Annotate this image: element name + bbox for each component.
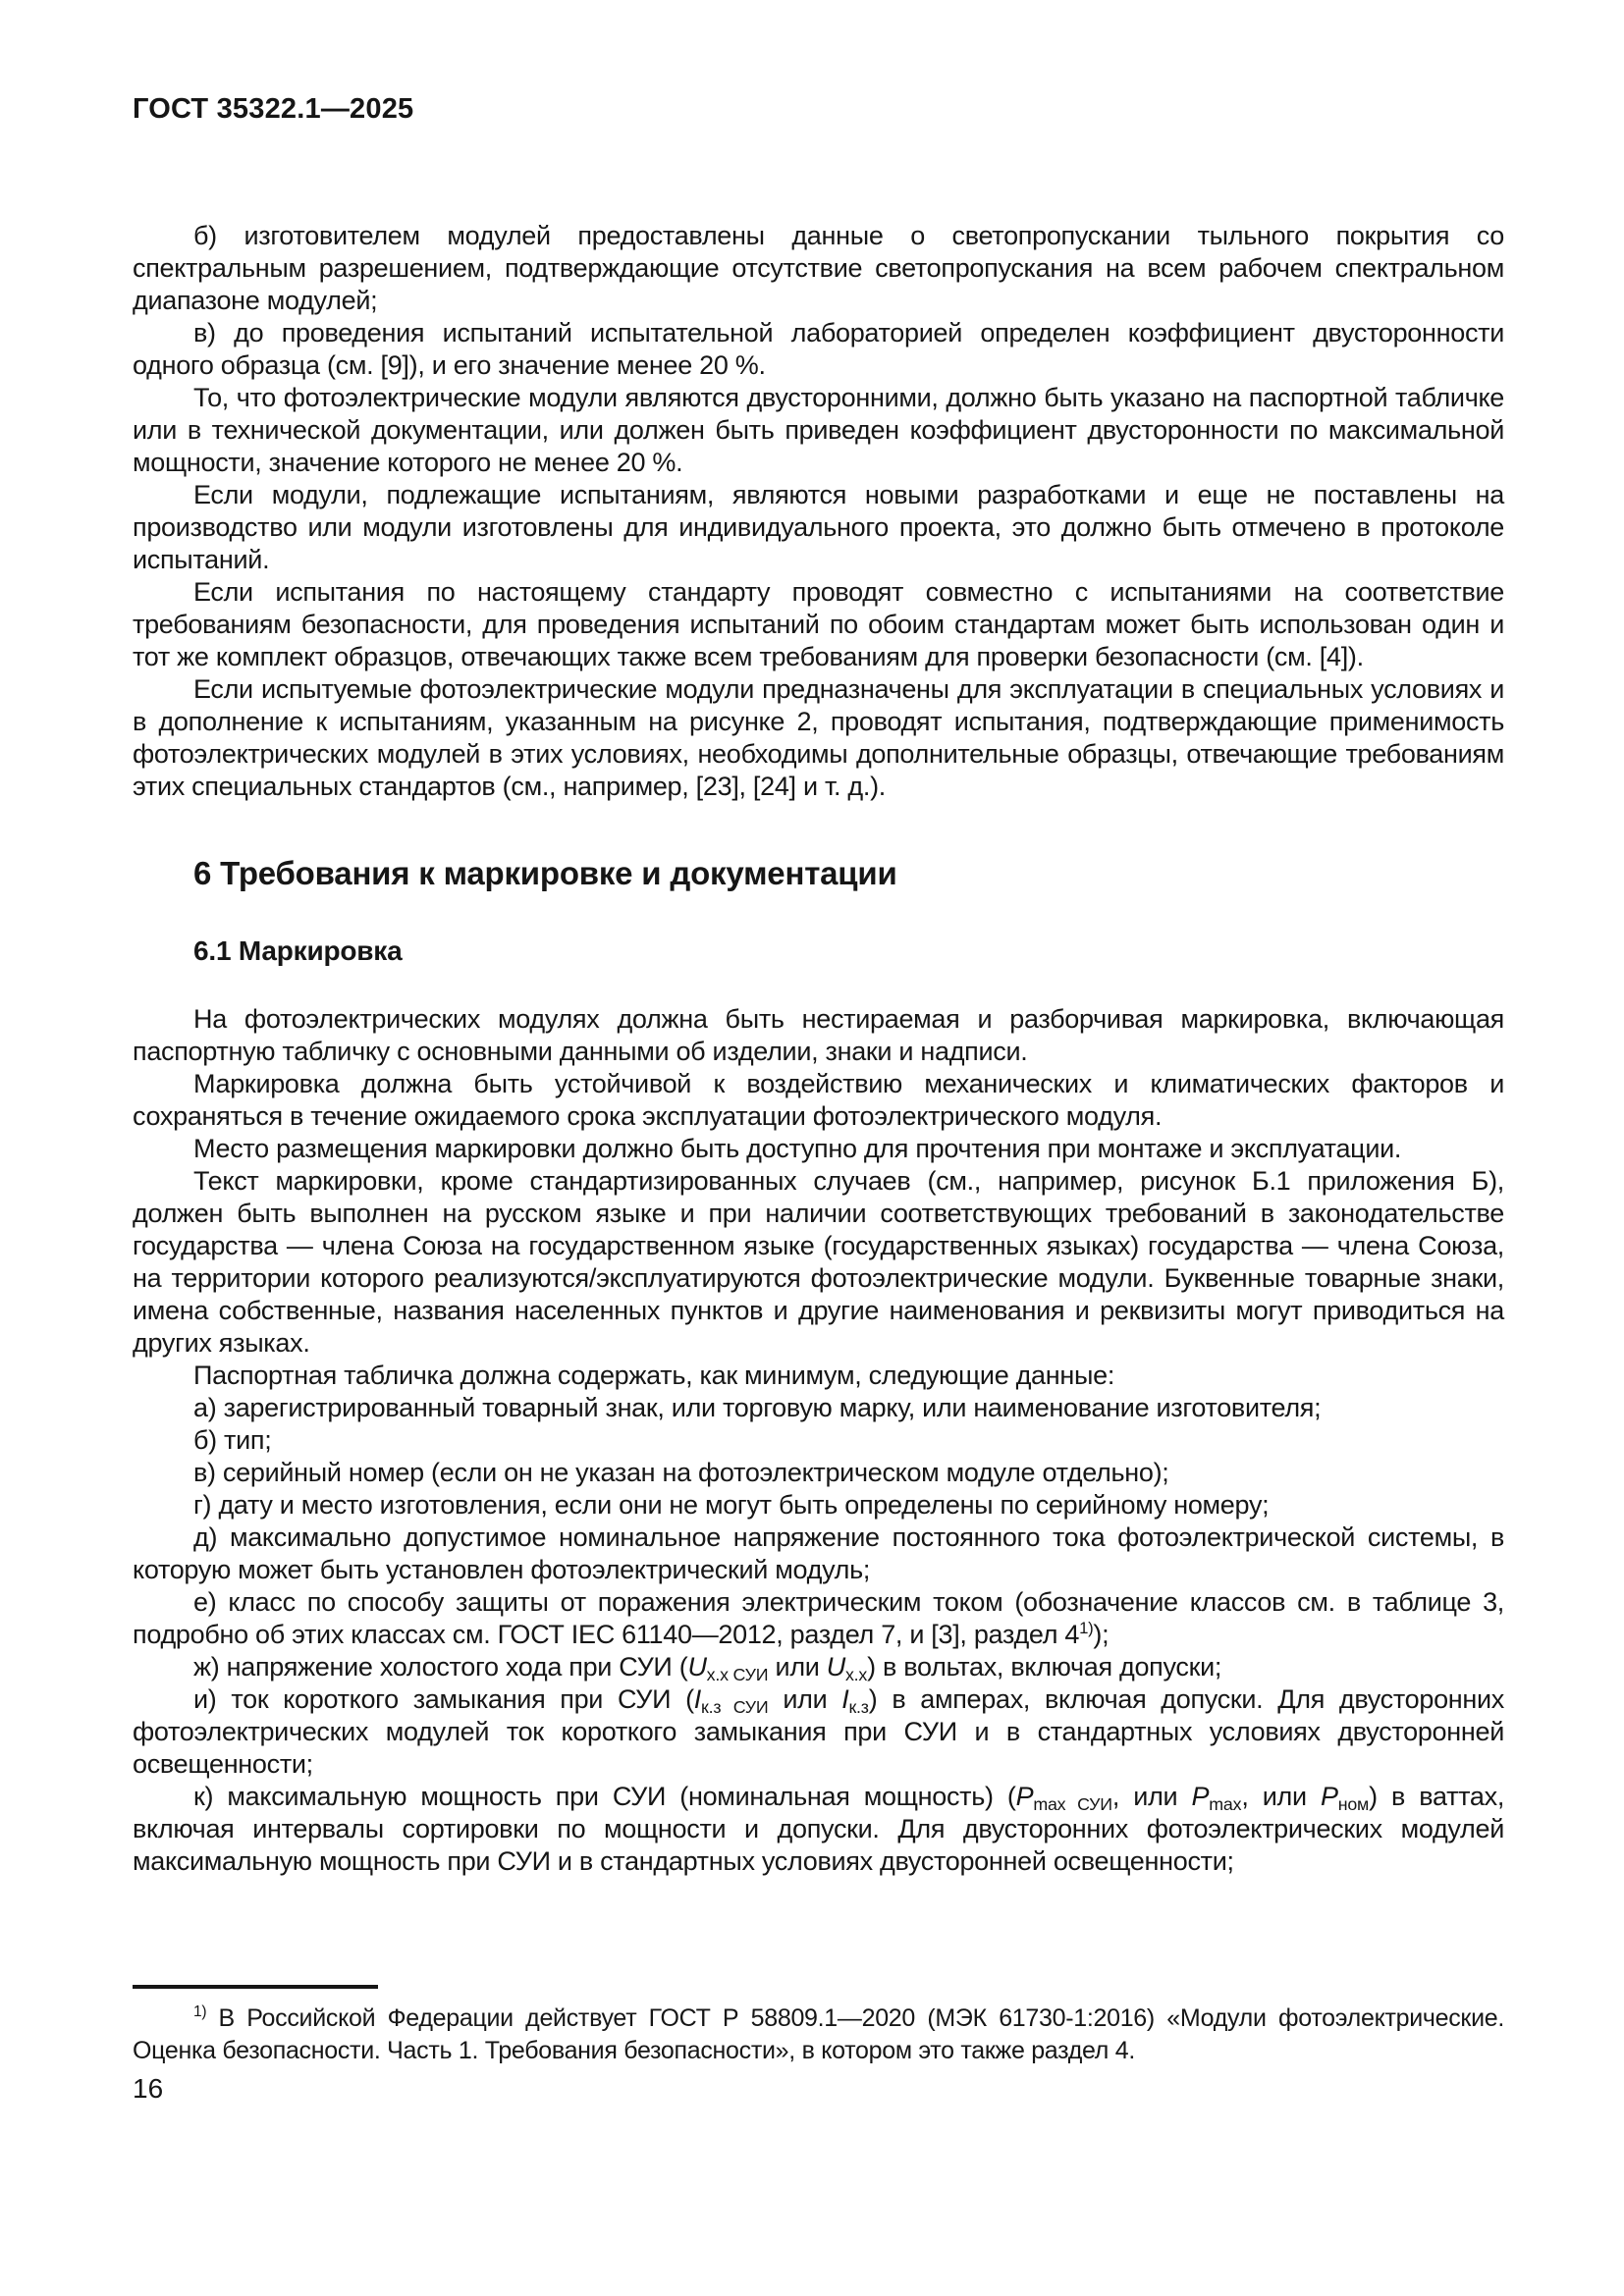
- formula-subscript: max: [1209, 1794, 1242, 1814]
- footnote-reference: 1): [193, 2003, 207, 2020]
- list-item-i: и) ток короткого замыкания при СУИ ($I_{к.з СУИ}$ или $I_{к.з}$) в амперах, включая допуски. Для двусторонних фотоэлектрических модулей ток короткого замыкания при СУИ и в стандартных условиях двусторонней освещенности;: [133, 1684, 1504, 1779]
- footnote-block: [133, 1985, 1504, 2067]
- paragraph-marking-language: Текст маркировки, кроме стандартизированных случаев (см., например, рисунок Б.1 приложения Б), должен быть выполнен на русском языке и при наличии соответствующих требований в законодательстве государства — члена Союза на государственном языке (государственных языках) государства — члена Союза, на территории которого реализуются/эксплуатируются фотоэлектрические модули. Буквенные товарные знаки, имена собственные, названия населенных пунктов и другие наименования и реквизиты могут приводиться на других языках.: [133, 1166, 1504, 1358]
- formula-variable: P: [1015, 1782, 1034, 1811]
- footnote-text: $^{1)}$ В Российской Федерации действует ГОСТ Р 58809.1—2020 (МЭК 61730-1:2016) «Модули фотоэлектрические. Оценка безопасности. Часть 1. Требования безопасности», в котором это также раздел 4.: [133, 2003, 1504, 2064]
- paragraph-special-conditions: Если испытуемые фотоэлектрические модули предназначены для эксплуатации в специальных условиях и в дополнение к испытаниям, указанным на рисунке 2, проводят испытания, подтверждающие применимость фотоэлектрических модулей в этих условиях, необходимы дополнительные образцы, отвечающие требованиям этих специальных стандартов (см., например, [23], [24] и т. д.).: [133, 674, 1504, 801]
- document-header: ГОСТ 35322.1—2025: [133, 93, 414, 125]
- page-number: 16: [133, 2073, 164, 2104]
- formula-subscript: х.х СУИ: [706, 1665, 769, 1684]
- formula-variable: P: [1320, 1782, 1338, 1811]
- paragraph-bifacial-note: То, что фотоэлектрические модули являются двусторонними, должно быть указано на паспортной табличке или в технической документации, или должен быть приведен коэффициент двусторонности по максимальной мощности, значение которого не менее 20 %.: [133, 383, 1504, 477]
- formula-subscript: ном: [1337, 1794, 1370, 1814]
- section-6-1-heading: 6.1 Маркировка: [193, 935, 403, 966]
- formula-subscript: к.з СУИ: [700, 1697, 769, 1717]
- section-6-heading: 6 Требования к маркировке и документации: [193, 855, 897, 891]
- formula-variable: U: [826, 1652, 845, 1682]
- footnote-reference: 1): [1079, 1619, 1094, 1637]
- paragraph-marking-durability: Маркировка должна быть устойчивой к воздействию механических и климатических факторов и сохраняться в течение ожидаемого срока эксплуатации фотоэлектрического модуля.: [133, 1069, 1504, 1131]
- paragraph-item-b: б) изготовителем модулей предоставлены данные о светопропускании тыльного покрытия со спектральным разрешением, подтверждающие отсутствие светопропускания на всем рабочем спектральном диапазоне модулей;: [133, 221, 1504, 315]
- formula-variable: I: [841, 1684, 849, 1714]
- formula-variable: P: [1191, 1782, 1210, 1811]
- list-item-zh: ж) напряжение холостого хода при СУИ ($U_{х.х СУИ}$ или $U_{х.х}$) в вольтах, включая допуски;: [193, 1652, 1222, 1684]
- footnote-rule: [133, 1985, 378, 1989]
- list-item-k: к) максимальную мощность при СУИ (номинальная мощность) ($P_{max СУИ}$, или $P_{max}$, или $P_{ном}$) в ваттах, включая интервалы сортировки по мощности и допуски. Для двусторонних фотоэлектрических модулей максимальную мощность при СУИ и в стандартных условиях двусторонней освещенности;: [133, 1782, 1505, 1876]
- formula-subscript: max СУИ: [1033, 1794, 1112, 1814]
- list-item-e: е) класс по способу защиты от поражения электрическим током (обозначение классов см. в таблице 3, подробно об этих классах см. ГОСТ IEC 61140—2012, раздел 7, и [3], раздел 4$^{1)}$);: [133, 1587, 1504, 1649]
- document-body: [133, 220, 1504, 1878]
- list-item-v: в) серийный номер (если он не указан на фотоэлектрическом модуле отдельно);: [193, 1458, 1169, 1487]
- list-item-a: а) зарегистрированный товарный знак, или торговую марку, или наименование изготовителя;: [193, 1393, 1322, 1422]
- paragraph-marking-requirement: На фотоэлектрических модулях должна быть нестираемая и разборчивая маркировка, включающая паспортную табличку с основными данными об изделии, знаки и надписи.: [133, 1004, 1504, 1066]
- paragraph-nameplate-intro: Паспортная табличка должна содержать, как минимум, следующие данные:: [193, 1361, 1115, 1390]
- paragraph-new-development: Если модули, подлежащие испытаниям, являются новыми разработками и еще не поставлены на производство или модули изготовлены для индивидуального проекта, это должно быть отмечено в протоколе испытаний.: [133, 480, 1504, 574]
- formula-subscript: к.з: [848, 1697, 869, 1717]
- formula-variable: U: [687, 1652, 707, 1682]
- list-item-b: б) тип;: [193, 1425, 272, 1455]
- paragraph-item-v: в) до проведения испытаний испытательной лабораторией определен коэффициент двусторонности одного образца (см. [9]), и его значение менее 20 %.: [133, 318, 1504, 380]
- list-item-g: г) дату и место изготовления, если они не могут быть определены по серийному номеру;: [193, 1490, 1270, 1520]
- list-item-d: д) максимально допустимое номинальное напряжение постоянного тока фотоэлектрической системы, в которую может быть установлен фотоэлектрический модуль;: [133, 1522, 1504, 1584]
- paragraph-joint-safety-tests: Если испытания по настоящему стандарту проводят совместно с испытаниями на соответствие требованиям безопасности, для проведения испытаний по обоим стандартам может быть использован один и тот же комплект образцов, отвечающих также всем требованиям для проверки безопасности (см. [4]).: [133, 577, 1504, 671]
- formula-subscript: х.х: [844, 1665, 868, 1684]
- paragraph-marking-placement: Место размещения маркировки должно быть доступно для прочтения при монтаже и эксплуатации.: [193, 1134, 1402, 1163]
- formula-variable: I: [693, 1684, 701, 1714]
